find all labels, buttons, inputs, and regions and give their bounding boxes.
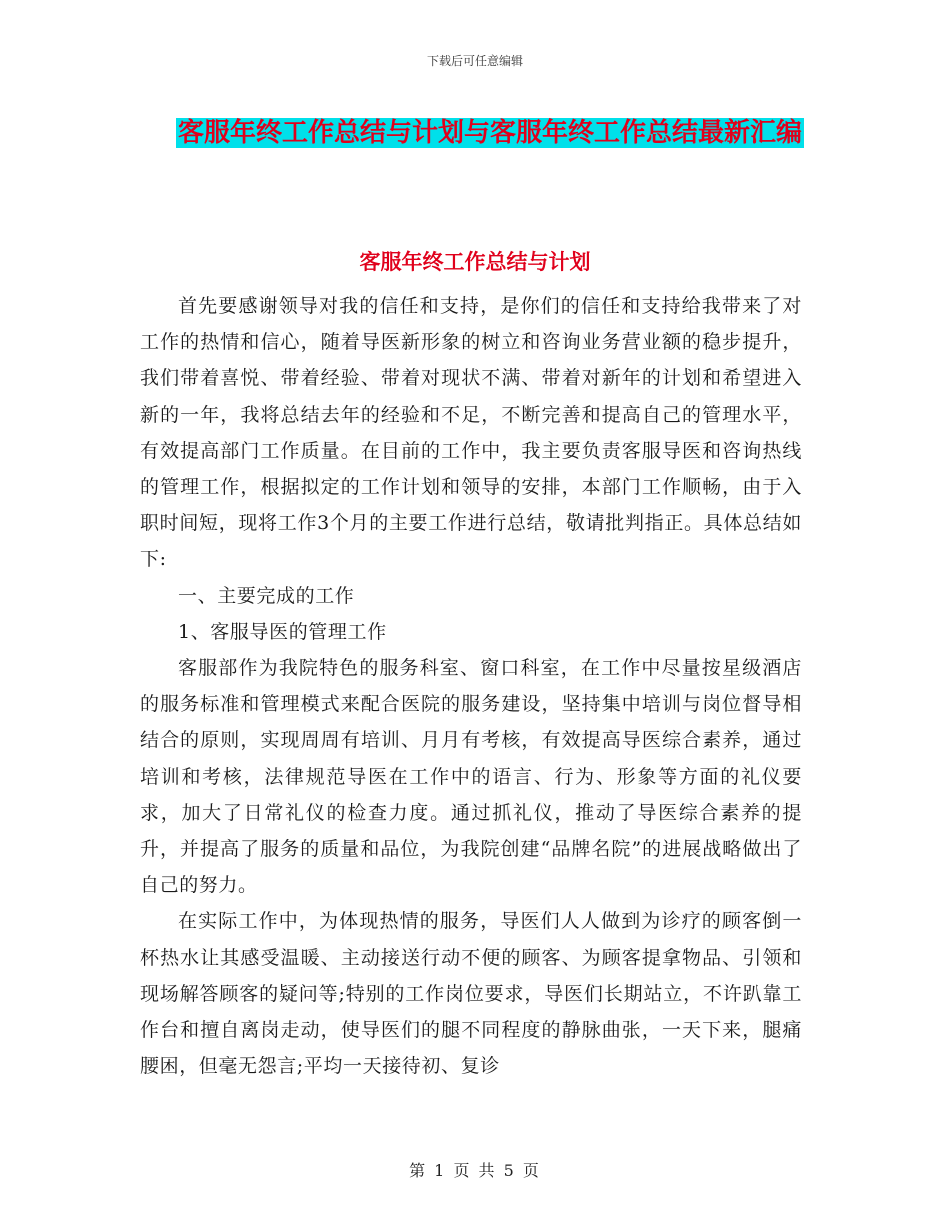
- heading-guide-management: 1、客服导医的管理工作: [178, 620, 387, 643]
- document-title-text: 客服年终工作总结与计划与客服年终工作总结最新汇编: [177, 118, 802, 148]
- section-title: 客服年终工作总结与计划: [359, 250, 591, 274]
- paragraph-service-dept: 客服部作为我院特色的服务科室、窗口科室，在工作中尽量按星级酒店的服务标准和管理模式来配合医院的服务建设，坚持集中培训与岗位督导相结合的原则，实现周周有培训、月月有考核，有效提高导医综合素养，通过培训和考核，法律规范导医在工作中的语言、行为、形象等方面的礼仪要求，加大了日常礼仪的检查力度。通过抓礼仪，推动了导医综合素养的提升，并提高了服务的质量和品位，为我院创建“品牌名院”的进展战略做出了自己的努力。: [140, 657, 802, 897]
- header-note: 下载后可任意编辑: [426, 54, 523, 68]
- heading-main-work: 一、主要完成的工作: [178, 584, 355, 607]
- document-title: [170, 108, 810, 158]
- page-number: 第 1 页 共 5 页: [409, 1161, 541, 1180]
- document-body: [140, 288, 802, 1084]
- paragraph-intro: 首先要感谢领导对我的信任和支持，是你们的信任和支持给我带来了对工作的热情和信心，随着导医新形象的树立和咨询业务营业额的稳步提升，我们带着喜悦、带着经验、带着对现状不满、带着对新年的计划和希望进入新的一年，我将总结去年的经验和不足，不断完善和提高自己的管理水平，有效提高部门工作质量。在目前的工作中，我主要负责客服导医和咨询热线的管理工作，根据拟定的工作计划和领导的安排，本部门工作顺畅，由于入职时间短，现将工作3个月的主要工作进行总结，敬请批判指正。具体总结如下:: [140, 295, 802, 571]
- paragraph-practice: 在实际工作中，为体现热情的服务，导医们人人做到为诊疗的顾客倒一杯热水让其感受温暖、主动接送行动不便的顾客、为顾客提拿物品、引领和现场解答顾客的疑问等;特别的工作岗位要求，导医们长期站立，不许趴靠工作台和擅自离岗走动，使导医们的腿不同程度的静脉曲张，一天下来，腿痛腰困，但毫无怨言;平均一天接待初、复诊: [140, 910, 802, 1078]
